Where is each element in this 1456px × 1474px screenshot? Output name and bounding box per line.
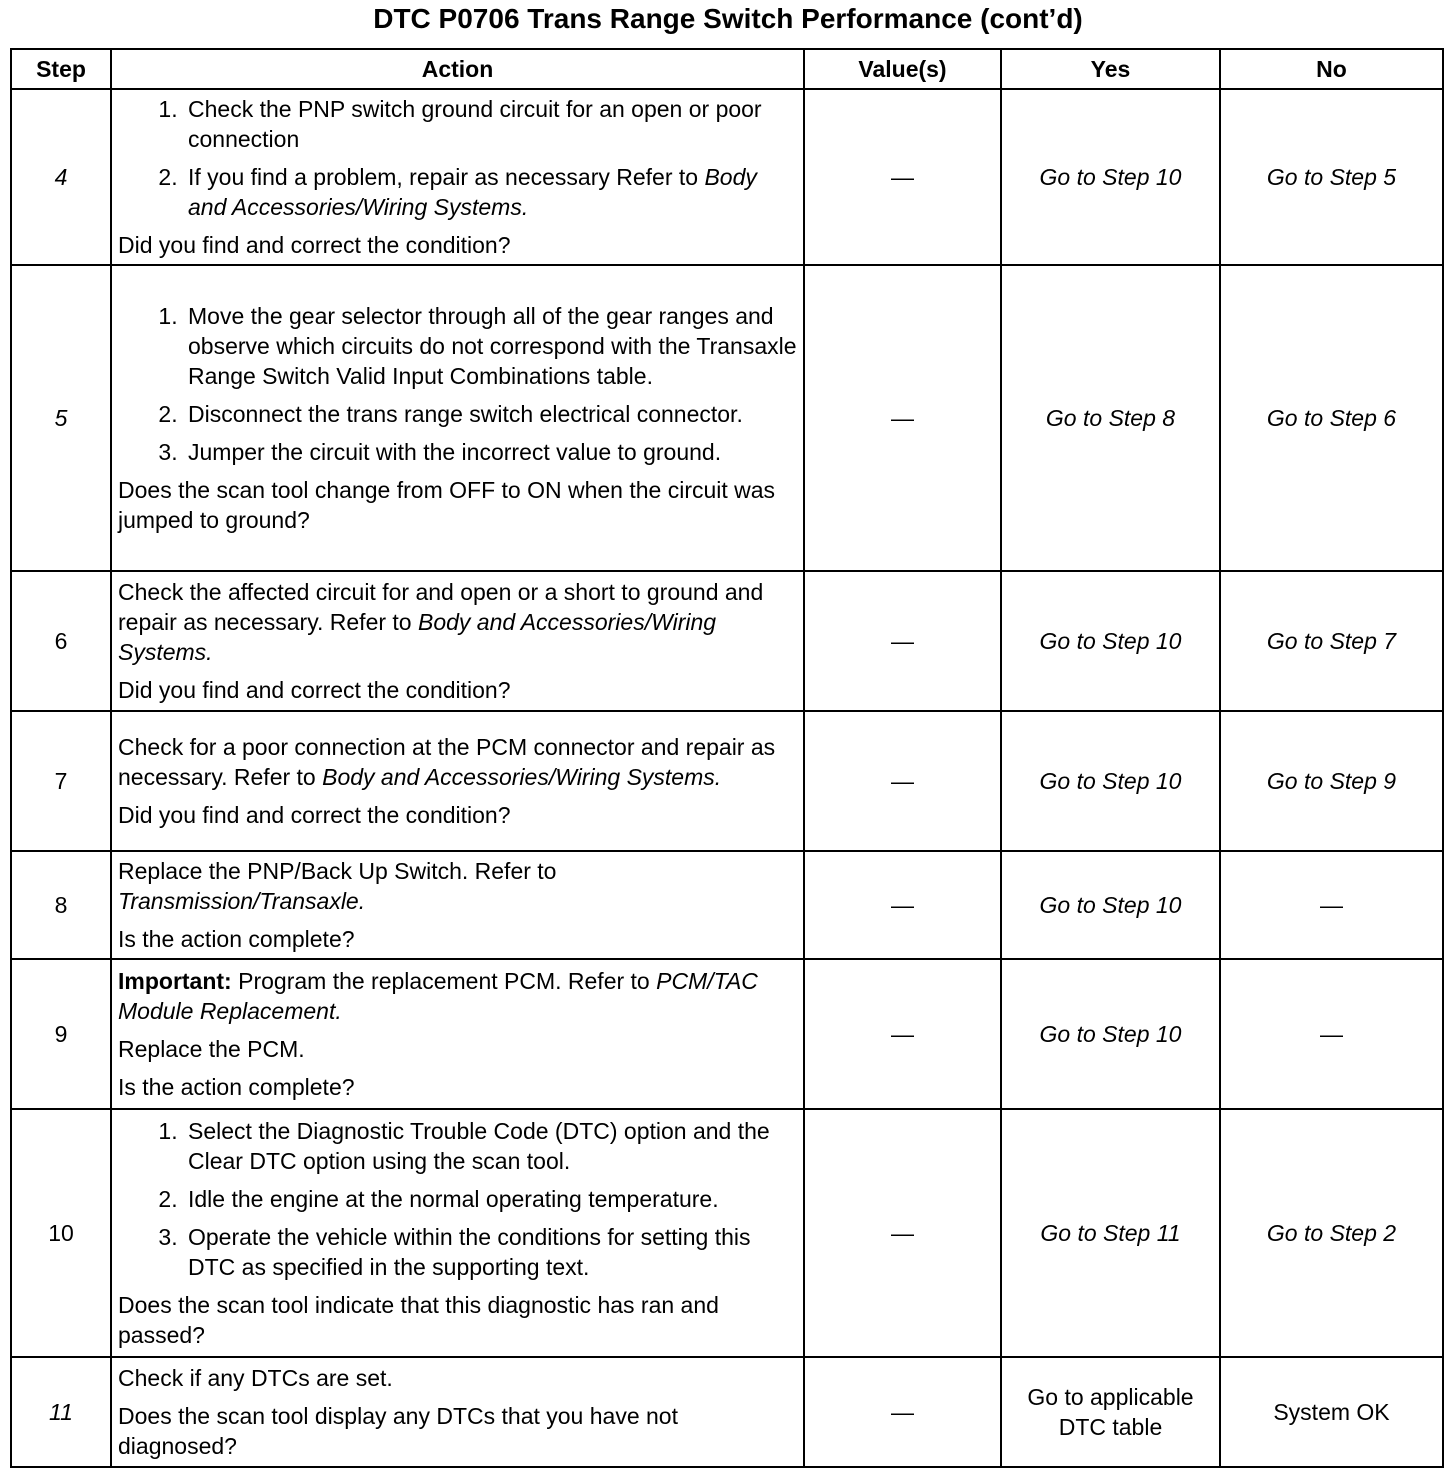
step-number: 6	[11, 571, 111, 711]
step-number: 9	[11, 959, 111, 1109]
header-yes: Yes	[1001, 49, 1220, 89]
action-text: Important: Program the replacement PCM. Refer to PCM/TAC Module Replacement.	[118, 968, 758, 1024]
action-text: Check if any DTCs are set.	[118, 1365, 393, 1391]
action-question: Does the scan tool indicate that this diagnostic has ran and passed?	[118, 1292, 719, 1348]
step-number: 7	[11, 711, 111, 851]
yes-cell: Go to applicable DTC table	[1001, 1357, 1220, 1467]
no-cell: Go to Step 6	[1220, 265, 1443, 571]
action-step: 3. Jumper the circuit with the incorrect value to ground.	[184, 437, 797, 467]
table-row	[11, 1357, 1443, 1467]
action-cell	[111, 1357, 804, 1467]
value-cell: —	[804, 265, 1001, 571]
reference: Body and Accessories/Wiring Systems.	[188, 164, 757, 220]
no-cell: —	[1220, 959, 1443, 1109]
yes-cell: Go to Step 11	[1001, 1109, 1220, 1357]
important-label: Important:	[118, 968, 232, 994]
action-text: Replace the PNP/Back Up Switch. Refer to Transmission/Transaxle.	[118, 858, 557, 914]
table-row	[11, 851, 1443, 959]
action-question: Is the action complete?	[118, 926, 355, 952]
action-text: Check for a poor connection at the PCM connector and repair as necessary. Refer to Body and Accessories/Wiring Systems.	[118, 734, 776, 790]
action-cell	[111, 959, 804, 1109]
action-steps	[118, 94, 797, 222]
action-question: Does the scan tool change from OFF to ON when the circuit was jumped to ground?	[118, 477, 776, 533]
action-question: Does the scan tool display any DTCs that you have not diagnosed?	[118, 1403, 678, 1459]
action-step: 1. Check the PNP switch ground circuit for an open or poor connection	[184, 94, 797, 154]
step-number: 5	[11, 265, 111, 571]
action-steps	[118, 301, 797, 467]
action-steps	[118, 1116, 797, 1282]
value-cell: —	[804, 959, 1001, 1109]
action-step: 2. Disconnect the trans range switch electrical connector.	[184, 399, 797, 429]
yes-cell: Go to Step 10	[1001, 89, 1220, 265]
action-cell	[111, 1109, 804, 1357]
action-question: Did you find and correct the condition?	[118, 232, 511, 258]
action-step: 1. Select the Diagnostic Trouble Code (DTC) option and the Clear DTC option using the scan tool.	[184, 1116, 797, 1176]
action-question: Is the action complete?	[118, 1074, 355, 1100]
value-cell: —	[804, 851, 1001, 959]
yes-cell: Go to Step 8	[1001, 265, 1220, 571]
value-cell: —	[804, 89, 1001, 265]
action-step: 2. If you find a problem, repair as necessary Refer to Body and Accessories/Wiring Systems.	[184, 162, 797, 222]
no-cell: —	[1220, 851, 1443, 959]
reference: PCM/TAC Module Replacement.	[118, 968, 758, 1024]
action-text-2: Replace the PCM.	[118, 1036, 305, 1062]
reference: Body and Accessories/Wiring Systems.	[118, 609, 717, 665]
value-cell: —	[804, 1357, 1001, 1467]
header-action: Action	[111, 49, 804, 89]
step-number: 10	[11, 1109, 111, 1357]
yes-cell: Go to Step 10	[1001, 571, 1220, 711]
no-cell: Go to Step 9	[1220, 711, 1443, 851]
header-values: Value(s)	[804, 49, 1001, 89]
page-title: DTC P0706 Trans Range Switch Performance (cont’d)	[373, 3, 1083, 34]
action-cell	[111, 851, 804, 959]
no-cell: System OK	[1220, 1357, 1443, 1467]
action-step: 3. Operate the vehicle within the conditions for setting this DTC as specified in the supporting text.	[184, 1222, 797, 1282]
yes-cell: Go to Step 10	[1001, 711, 1220, 851]
no-cell: Go to Step 7	[1220, 571, 1443, 711]
action-question: Did you find and correct the condition?	[118, 677, 511, 703]
step-number: 8	[11, 851, 111, 959]
action-step: 2. Idle the engine at the normal operating temperature.	[184, 1184, 797, 1214]
table-row	[11, 711, 1443, 851]
action-text: Check the affected circuit for and open or a short to ground and repair as necessary. Refer to Body and Accessories/Wiring Systems.	[118, 579, 764, 665]
diagnostic-table	[10, 48, 1444, 1468]
header-no: No	[1220, 49, 1443, 89]
table-row	[11, 265, 1443, 571]
reference: Transmission/Transaxle.	[118, 888, 366, 914]
table-row	[11, 571, 1443, 711]
value-cell: —	[804, 711, 1001, 851]
yes-cell: Go to Step 10	[1001, 959, 1220, 1109]
no-cell: Go to Step 2	[1220, 1109, 1443, 1357]
header-step: Step	[11, 49, 111, 89]
table-row	[11, 959, 1443, 1109]
action-cell	[111, 571, 804, 711]
value-cell: —	[804, 1109, 1001, 1357]
table-row	[11, 89, 1443, 265]
action-step: 1. Move the gear selector through all of the gear ranges and observe which circuits do not correspond with the Transaxle Range Switch Valid Input Combinations table.	[184, 301, 797, 391]
step-number: 11	[11, 1357, 111, 1467]
reference: Body and Accessories/Wiring Systems.	[322, 764, 722, 790]
value-cell: —	[804, 571, 1001, 711]
no-cell: Go to Step 5	[1220, 89, 1443, 265]
action-cell	[111, 89, 804, 265]
action-cell	[111, 265, 804, 571]
header-row	[11, 49, 1443, 89]
yes-cell: Go to Step 10	[1001, 851, 1220, 959]
action-cell	[111, 711, 804, 851]
table-row	[11, 1109, 1443, 1357]
step-number: 4	[11, 89, 111, 265]
action-question: Did you find and correct the condition?	[118, 802, 511, 828]
